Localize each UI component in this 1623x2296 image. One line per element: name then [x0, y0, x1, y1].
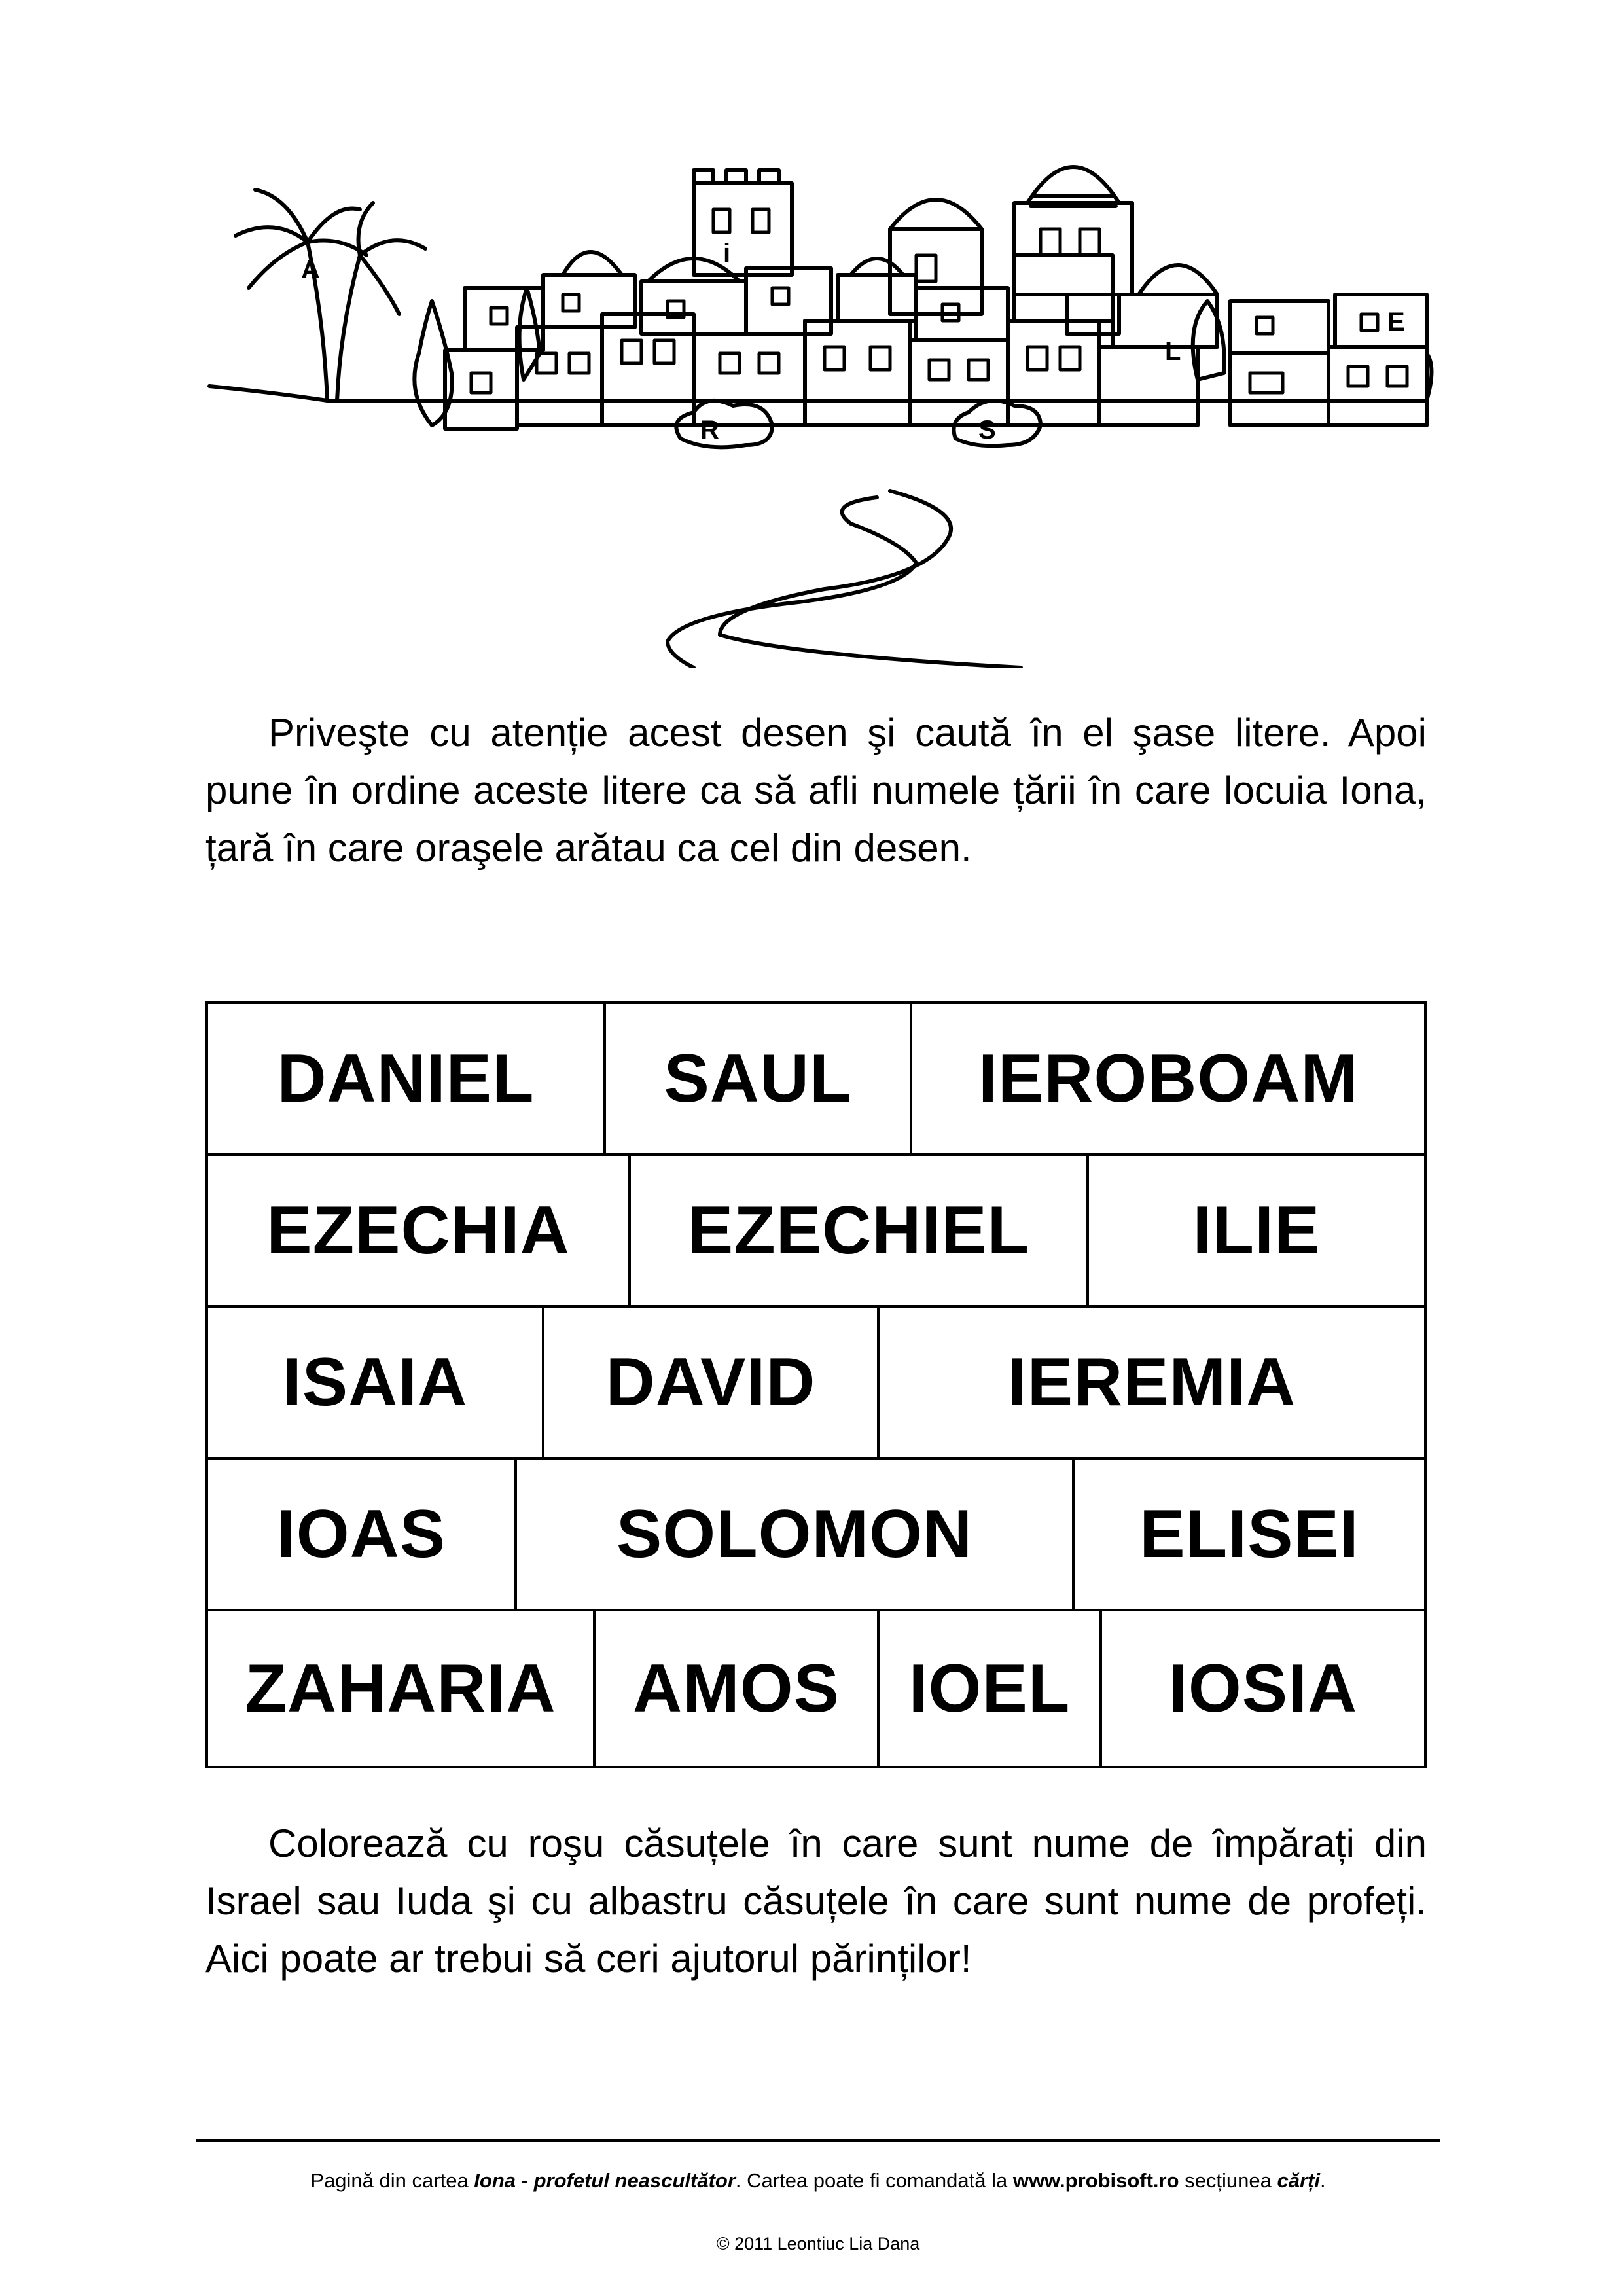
website-link[interactable]: www.probisoft.ro [1012, 2169, 1179, 2192]
name-cell[interactable]: EZECHIEL [631, 1156, 1089, 1305]
footer-line [196, 2166, 1440, 2195]
name-cell[interactable]: ILIE [1192, 1192, 1321, 1268]
hidden-letter-a: A [301, 255, 320, 284]
intro-paragraph [205, 704, 1427, 877]
name-cell[interactable]: ELISEI [1139, 1496, 1359, 1572]
name-cell[interactable]: EZECHIA [208, 1156, 631, 1305]
name-cell[interactable]: IOEL [880, 1611, 1102, 1766]
book-title: Iona - profetul neascultător [474, 2169, 736, 2192]
town-illustration [196, 157, 1440, 668]
grid-row [208, 1308, 1424, 1460]
name-cell[interactable]: IEREMIA [1007, 1344, 1296, 1420]
winding-road [668, 491, 1021, 668]
grid-row [208, 1611, 1424, 1766]
grid-row [208, 1460, 1424, 1611]
instruction-text: Colorează cu roşu căsuțele în care sunt nume de împărați din Israel sau Iuda şi cu albastru căsuțele în care sunt nume de profeți. Aici poate ar trebui să ceri ajutorul părinților! [205, 1821, 1427, 1981]
bush-right [954, 401, 1041, 446]
name-cell[interactable]: SAUL [606, 1004, 912, 1153]
intro-text: Priveşte cu atenție acest desen şi caută în el şase litere. Apoi pune în ordine aceste litere ca să afli numele țării în care locuia Iona, țară în care oraşele arătau ca cel din desen. [205, 711, 1427, 870]
name-cell[interactable]: DANIEL [208, 1004, 606, 1153]
copyright-notice: © 2011 Leontiuc Lia Dana [716, 2234, 920, 2253]
footer-section-prefix: secțiunea [1179, 2169, 1277, 2192]
grid-row [208, 1156, 1424, 1308]
footer-suffix: . [1319, 2169, 1326, 2192]
hidden-letter-e: E [1387, 308, 1405, 336]
hidden-letter-r: R [700, 416, 719, 444]
name-cell[interactable]: IOSIA [1168, 1650, 1358, 1727]
footer-divider [196, 2139, 1440, 2142]
section-name: cărți [1277, 2169, 1320, 2192]
ground-line [209, 353, 1432, 401]
name-grid [205, 1001, 1427, 1768]
name-cell[interactable]: ZAHARIA [208, 1611, 596, 1766]
houses [445, 170, 1427, 429]
footer-prefix: Pagină din cartea [310, 2169, 474, 2192]
name-cell[interactable]: SOLOMON [517, 1460, 1075, 1609]
name-cell[interactable]: IOAS [208, 1460, 517, 1609]
footer-middle: . Cartea poate fi comandată la [735, 2169, 1013, 2192]
name-cell[interactable]: AMOS [596, 1611, 880, 1766]
name-cell[interactable]: IEROBOAM [978, 1040, 1358, 1117]
name-cell[interactable]: DAVID [544, 1308, 880, 1457]
grid-row [208, 1004, 1424, 1156]
hidden-letter-s: S [978, 416, 996, 444]
palm-trees [236, 190, 425, 401]
instruction-paragraph [205, 1815, 1427, 1988]
hidden-letter-i: i [723, 239, 731, 268]
hidden-letter-l: L [1165, 337, 1181, 366]
name-cell[interactable]: ISAIA [208, 1308, 544, 1457]
